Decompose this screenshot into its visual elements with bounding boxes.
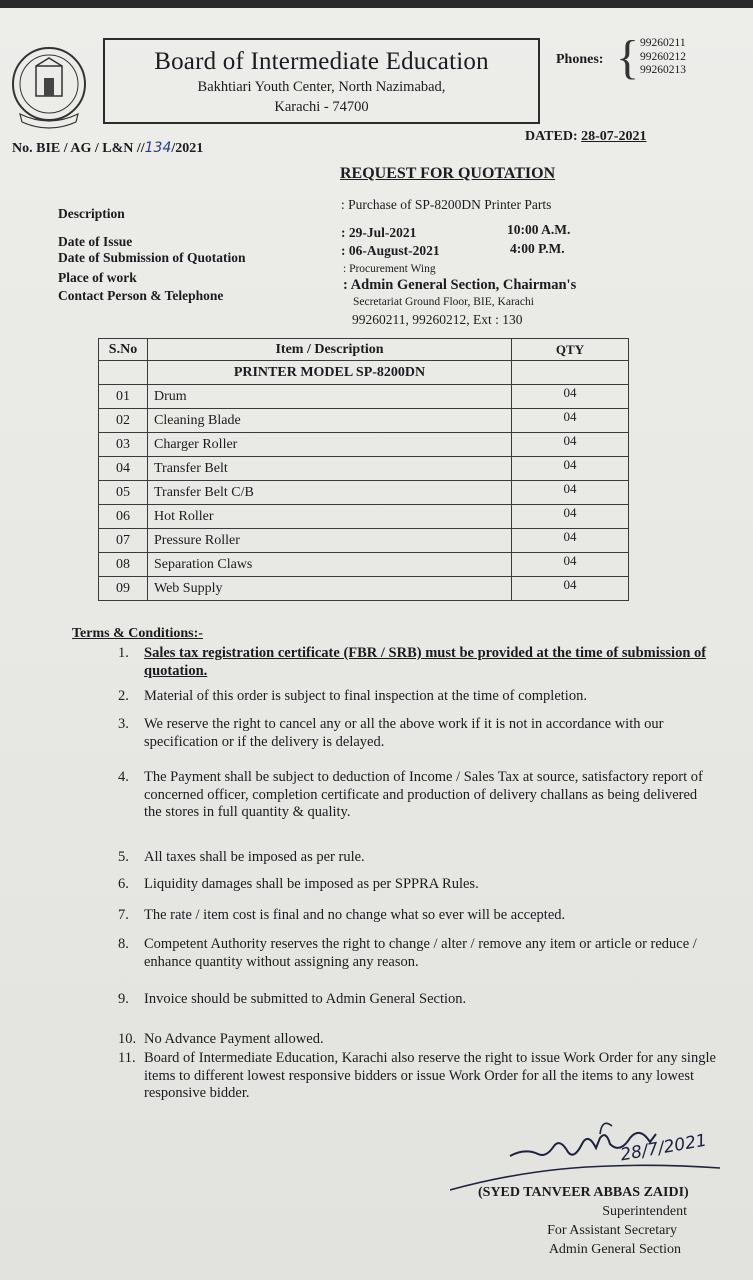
cell-qty: 04 (512, 553, 629, 577)
dated-value: 28-07-2021 (581, 129, 647, 144)
term-text: Invoice should be submitted to Admin General Section. (144, 991, 467, 1007)
header-item: Item / Description (148, 339, 512, 361)
signatory-name: (SYED TANVEER ABBAS ZAIDI) (478, 1185, 689, 1200)
term-text: Liquidity damages shall be imposed as per SPPRA Rules. (144, 876, 479, 892)
term-number: 8. (118, 936, 129, 952)
date-issue-time: 10:00 A.M. (507, 222, 571, 237)
term-number: 3. (118, 716, 129, 732)
brace-icon: { (616, 31, 640, 84)
term-number: 4. (118, 769, 129, 785)
term-item (118, 1031, 718, 1049)
table-row (99, 529, 629, 553)
date-submission-label: Date of Submission of Quotation (58, 250, 246, 265)
table-row (99, 577, 629, 601)
term-number: 5. (118, 849, 129, 865)
term-text: Competent Authority reserves the right to change / alter / remove any item or article or reduce / enhance quantity without assigning any reason. (144, 936, 697, 970)
term-item (118, 907, 718, 925)
cell-sno: 06 (99, 505, 148, 529)
cell-sno: 02 (99, 409, 148, 433)
cell-item: Drum (148, 385, 512, 409)
description-value: : Purchase of SP-8200DN Printer Parts (341, 197, 552, 212)
table-row (99, 553, 629, 577)
term-text: No Advance Payment allowed. (144, 1031, 324, 1047)
term-number: 2. (118, 688, 129, 704)
term-text: Material of this order is subject to final inspection at the time of completion. (144, 688, 587, 704)
term-item (118, 769, 718, 822)
cell-qty: 04 (512, 457, 629, 481)
phone-number: 99260213 (640, 64, 686, 76)
cell-qty: 04 (512, 409, 629, 433)
cell-qty: 04 (512, 577, 629, 601)
term-item (118, 716, 718, 751)
items-table (98, 338, 629, 601)
model-row (99, 361, 629, 385)
terms-heading: Terms & Conditions:- (72, 626, 203, 641)
phone-number: 99260212 (640, 50, 686, 63)
cell-qty: 04 (512, 505, 629, 529)
place-label: Place of work (58, 270, 137, 285)
cell-qty: 04 (512, 385, 629, 409)
term-item (118, 936, 718, 971)
term-number: 6. (118, 876, 129, 892)
description-label: Description (58, 206, 125, 221)
bie-seal-logo (6, 44, 92, 130)
term-number: 7. (118, 907, 129, 923)
term-text: The Payment shall be subject to deduction of Income / Sales Tax at source, satisfactory report of concerned officer, completion certificate and production of delivery challans as being delivered the stores in full quantity & quality. (144, 769, 703, 820)
table-header-row (99, 339, 629, 361)
cell-sno: 07 (99, 529, 148, 553)
date-issue-label: Date of Issue (58, 234, 133, 249)
reference-suffix: /2021 (171, 141, 204, 156)
header-qty: QTY (512, 339, 629, 361)
cell-item: Cleaning Blade (148, 409, 512, 433)
letterhead-box (103, 38, 540, 124)
handwritten-signature (450, 1108, 750, 1218)
cell-item: Transfer Belt (148, 457, 512, 481)
term-item (118, 1050, 718, 1103)
cell-qty: 04 (512, 433, 629, 457)
term-text: Sales tax registration certificate (FBR / SRB) must be provided at the time of submission of quotation. (144, 645, 707, 679)
reference-handwritten-number: 134 (144, 140, 172, 156)
cell-qty: 04 (512, 529, 629, 553)
contact-line-3: 99260211, 99260212, Ext : 130 (352, 312, 523, 327)
address-line-2: Karachi - 74700 (274, 99, 369, 115)
term-text: We reserve the right to cancel any or all the above work if it is not in accordance with our specification or if the delivery is delayed. (144, 716, 664, 750)
term-number: 11. (118, 1050, 136, 1066)
cell-item: Transfer Belt C/B (148, 481, 512, 505)
cell-item: Charger Roller (148, 433, 512, 457)
cell-sno: 03 (99, 433, 148, 457)
term-item (118, 876, 718, 894)
address-line-1: Bakhtiari Youth Center, North Nazimabad, (197, 79, 446, 95)
table-row (99, 433, 629, 457)
term-item (118, 688, 718, 706)
table-row (99, 385, 629, 409)
contact-label: Contact Person & Telephone (58, 288, 224, 303)
header-sno: S.No (99, 339, 148, 361)
term-item (118, 991, 718, 1009)
org-name: Board of Intermediate Education (154, 48, 489, 75)
cell-item: Web Supply (148, 577, 512, 601)
cell-sno: 01 (99, 385, 148, 409)
term-text: All taxes shall be imposed as per rule. (144, 849, 365, 865)
date-submission-value: : 06-August-2021 (341, 243, 440, 258)
term-item (118, 849, 718, 867)
photo-top-edge (0, 0, 753, 8)
contact-value: : Admin General Section, Chairman's (343, 277, 577, 293)
term-text: Board of Intermediate Education, Karachi also reserve the right to issue Work Order for any single items to different lowest responsive bidders or issue Work Order for all the items to any lowest responsive bidder. (144, 1050, 716, 1101)
handwritten-date: 28/7/2021 (618, 1130, 709, 1166)
table-row (99, 409, 629, 433)
date-issue-value: : 29-Jul-2021 (341, 225, 417, 240)
place-value: : Procurement Wing (343, 263, 436, 275)
term-number: 10. (118, 1031, 137, 1047)
cell-sno: 08 (99, 553, 148, 577)
cell-item: Separation Claws (148, 553, 512, 577)
cell-sno: 05 (99, 481, 148, 505)
signatory-for-line: For Assistant Secretary (547, 1223, 677, 1238)
reference-prefix: No. BIE / AG / L&N // (12, 141, 145, 156)
cell-qty: 04 (512, 481, 629, 505)
signatory-designation: Superintendent (602, 1204, 687, 1219)
table-row (99, 457, 629, 481)
dated (525, 129, 646, 145)
table-row (99, 505, 629, 529)
cell-sno: 04 (99, 457, 148, 481)
document-title: REQUEST FOR QUOTATION (340, 165, 556, 182)
dated-label: DATED: (525, 129, 578, 144)
cell-sno: 09 (99, 577, 148, 601)
term-text: The rate / item cost is final and no change what so ever will be accepted. (144, 907, 566, 923)
table-row (99, 481, 629, 505)
reference-number (12, 140, 203, 157)
printer-model: PRINTER MODEL SP-8200DN (148, 361, 512, 385)
term-number: 1. (118, 645, 129, 661)
phone-number: 99260211 (640, 37, 686, 49)
cell-item: Hot Roller (148, 505, 512, 529)
phone-list (640, 37, 686, 78)
term-number: 9. (118, 991, 129, 1007)
term-item (118, 645, 718, 680)
signatory-section: Admin General Section (548, 1242, 681, 1257)
phones-label: Phones: (556, 52, 604, 67)
cell-item: Pressure Roller (148, 529, 512, 553)
table-body (99, 361, 629, 601)
contact-line-2: Secretariat Ground Floor, BIE, Karachi (353, 296, 534, 308)
date-submission-time: 4:00 P.M. (510, 241, 565, 256)
